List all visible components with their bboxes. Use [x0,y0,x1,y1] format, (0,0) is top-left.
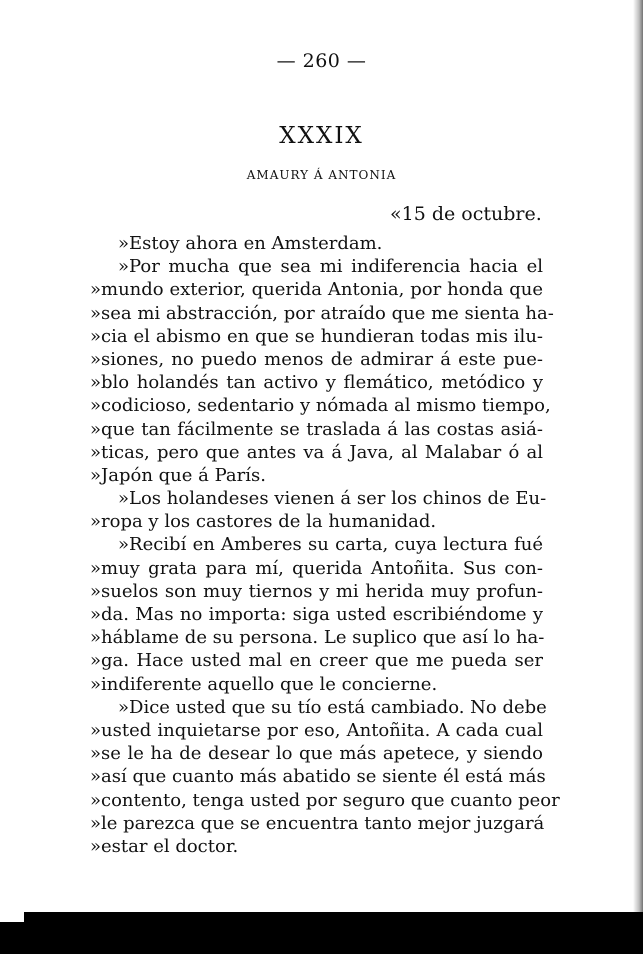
text-line: »Recibí en Amberes su carta, cuya lectura fué [118,534,543,556]
text-line: »ga. Hace usted mal en creer que me pueda ser [90,650,543,672]
text-line: »Japón que á París. [90,464,266,486]
text-line: »Por mucha que sea mi indiferencia hacia el [118,256,543,278]
text-line: »suelos son muy tiernos y mi herida muy profun- [90,580,543,602]
text-line: »codicioso, sedentario y nómada al mismo tiempo, [90,395,551,417]
page-number: — 260 — [276,50,367,72]
scan-edge-right [633,0,643,954]
text-line: »cia el abismo en que se hundieran todas mis ilu- [90,325,543,347]
text-line: »muy grata para mí, querida Antoñita. Sus con- [90,557,543,579]
text-line: »se le ha de desear lo que más apetece, y siendo [90,743,543,765]
text-line: »Dice usted que su tío está cambiado. No debe [118,696,547,718]
letter-date: «15 de octubre. [390,203,542,225]
text-line: »contento, tenga usted por seguro que cuanto peor [90,789,560,811]
text-line: »usted inquietarse por eso, Antoñita. A cada cual [90,719,543,741]
text-line: »indiferente aquello que le concierne. [90,673,438,695]
text-line: »ropa y los castores de la humanidad. [90,511,437,533]
text-line: »sea mi abstracción, por atraído que me sienta ha- [90,302,554,324]
text-line: »háblame de su persona. Le suplico que así lo ha- [90,627,545,649]
text-line: »ticas, pero que antes va á Java, al Malabar ó al [90,441,543,463]
scan-edge-bottom [24,912,643,954]
text-line: »le parezca que se encuentra tanto mejor juzgará [90,812,545,834]
text-line: »estar el doctor. [90,835,239,857]
text-line: »mundo exterior, querida Antonia, por honda que [90,279,543,301]
text-line: »que tan fácilmente se traslada á las costas asiá- [90,418,543,440]
letter-heading: AMAURY Á ANTONIA [246,168,397,182]
text-line: »da. Mas no importa: siga usted escribiéndome y [90,604,543,625]
text-line: »Los holandeses vienen á ser los chinos de Eu- [118,488,547,510]
text-line: »blo holandés tan activo y flemático, metódico y [90,372,543,394]
chapter-heading: XXXIX [279,123,364,149]
text-line: »siones, no puedo menos de admirar á este pue- [90,348,543,370]
text-line: »así que cuanto más abatido se siente él está más [90,766,546,788]
text-line: »Estoy ahora en Amsterdam. [118,233,383,254]
letter-body [90,232,560,858]
